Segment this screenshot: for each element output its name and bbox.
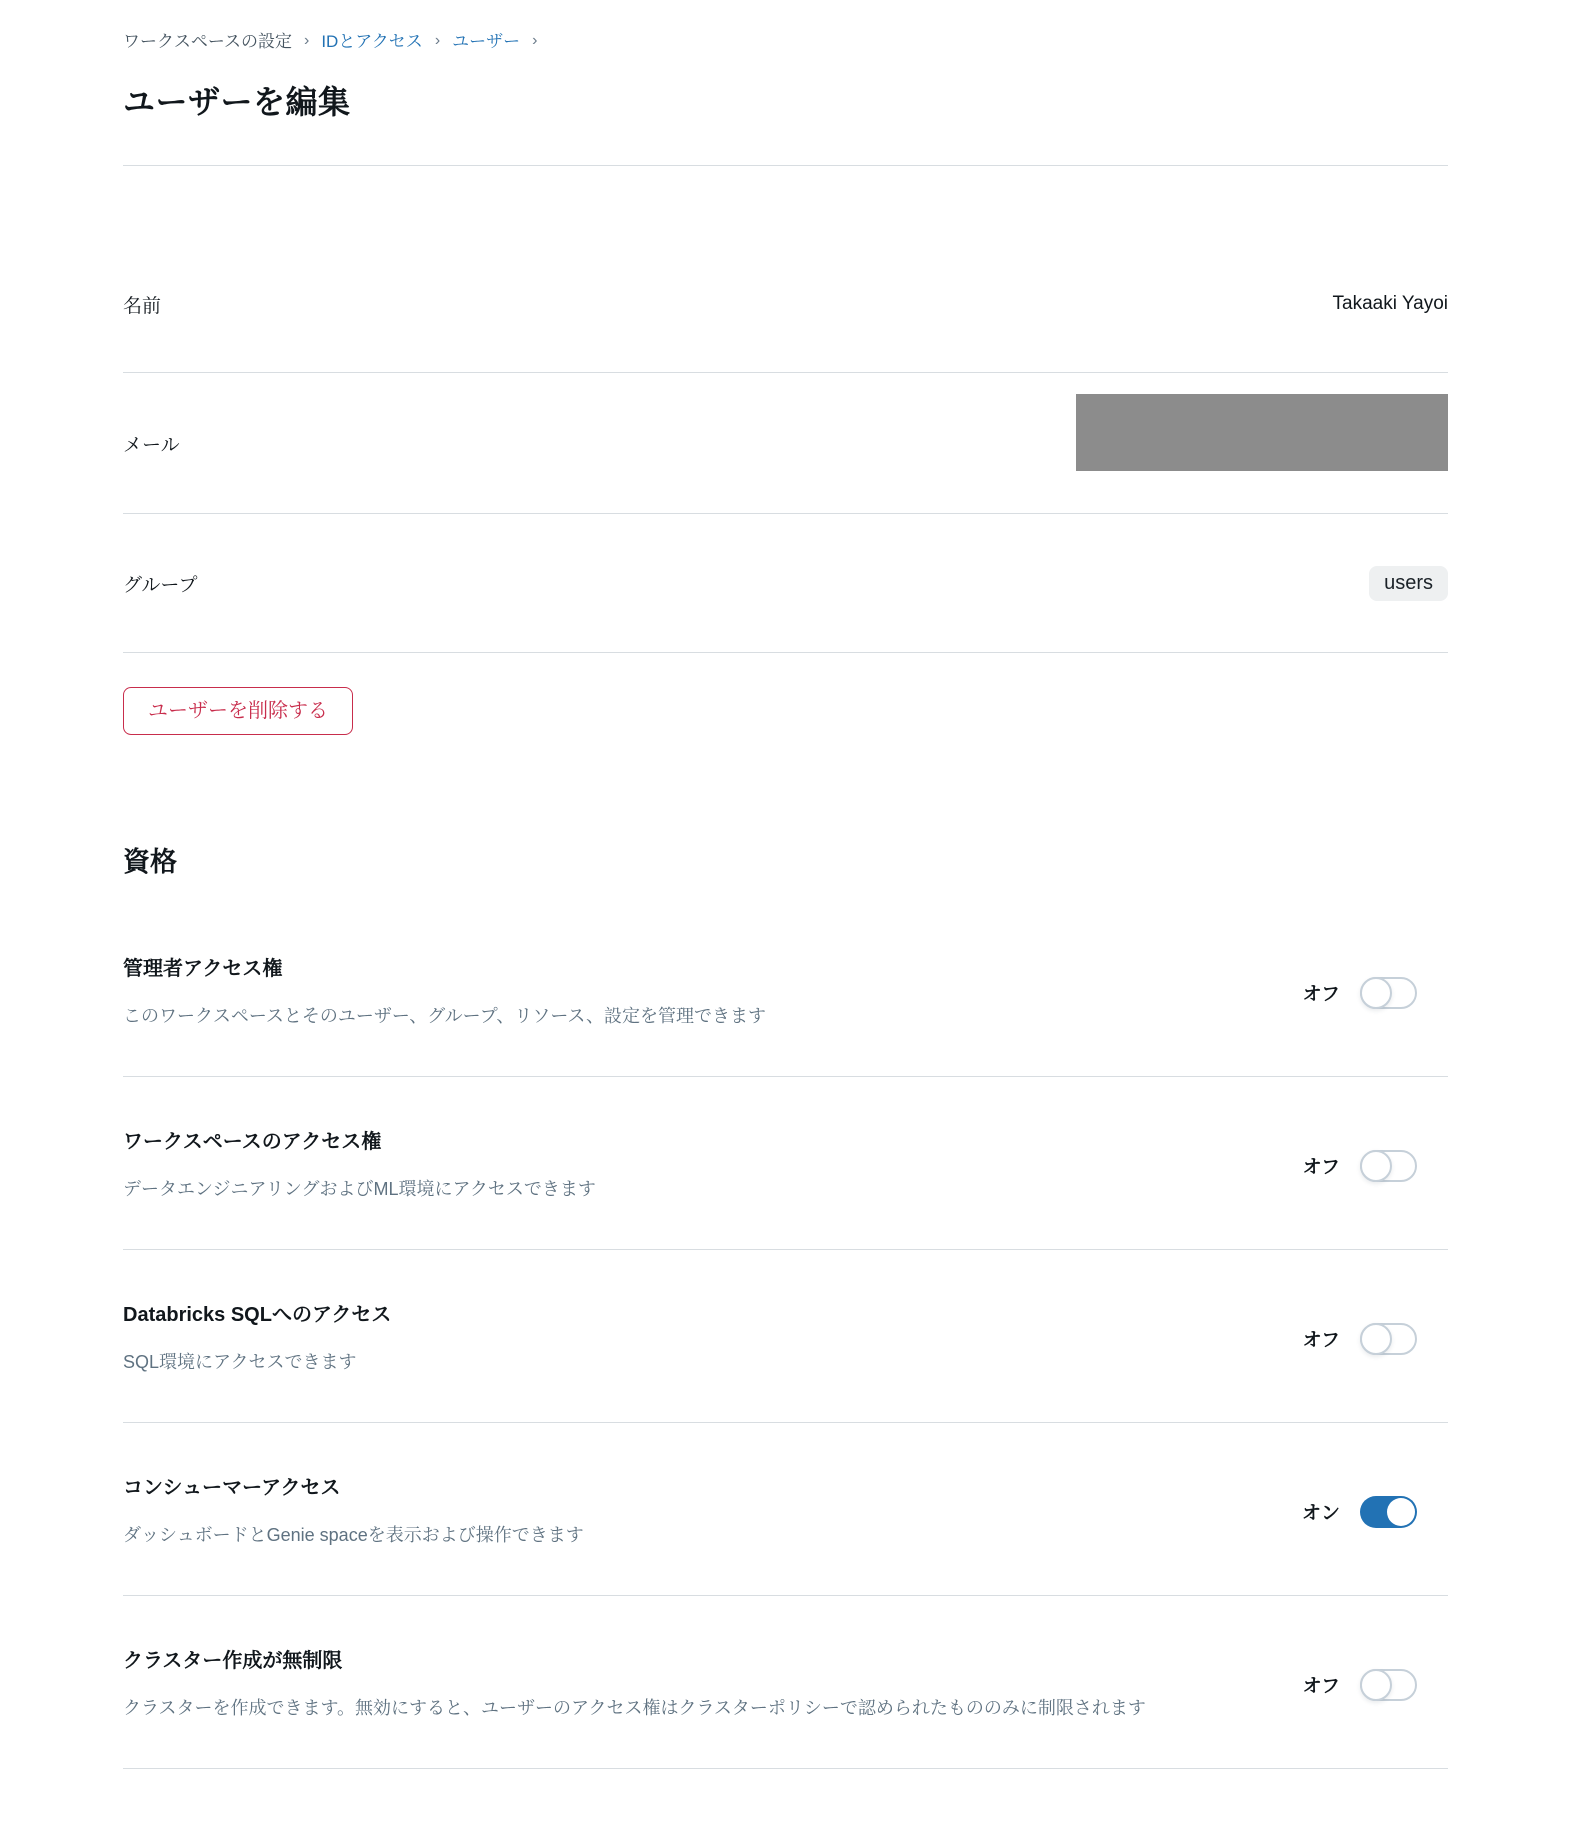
entitlement-description: ダッシュボードとGenie spaceを表示および操作できます xyxy=(123,1525,584,1546)
entitlement-toggle-group xyxy=(1302,1496,1417,1528)
entitlement-text xyxy=(123,1647,1186,1722)
entitlement-description: SQL環境にアクセスできます xyxy=(123,1352,357,1373)
name-field-value: Takaaki Yayoi xyxy=(1332,293,1448,314)
entitlement-title: Databricks SQLへのアクセス xyxy=(123,1304,392,1327)
unrestricted-cluster-creation-toggle[interactable] xyxy=(1360,1669,1417,1701)
chevron-right-icon: › xyxy=(532,32,538,49)
entitlement-toggle-group xyxy=(1303,1323,1417,1355)
entitlement-text xyxy=(123,1301,431,1376)
email-value-redacted xyxy=(1076,394,1448,471)
admin-access-toggle[interactable] xyxy=(1360,977,1417,1009)
entitlement-title: ワークスペースのアクセス権 xyxy=(123,1131,382,1154)
toggle-knob xyxy=(1387,1498,1415,1526)
toggle-state-label: オフ xyxy=(1302,1676,1340,1698)
entitlement-toggle-group xyxy=(1303,977,1417,1009)
entitlement-title: クラスター作成が無制限 xyxy=(123,1650,343,1673)
toggle-state-label: オフ xyxy=(1302,1330,1340,1352)
toggle-knob xyxy=(1360,1669,1392,1701)
chevron-right-icon: › xyxy=(303,32,310,49)
entitlement-description: このワークスペースとそのユーザー、グループ、リソース、設定を管理できます xyxy=(123,1006,766,1027)
divider xyxy=(123,165,1448,166)
entitlement-row-unrestricted-cluster-creation xyxy=(123,1596,1448,1769)
entitlement-row-databricks-sql-access xyxy=(123,1250,1448,1423)
entitlement-title: コンシューマーアクセス xyxy=(123,1477,341,1500)
entitlement-toggle-group xyxy=(1303,1669,1417,1701)
toggle-knob xyxy=(1360,1323,1392,1355)
page-container xyxy=(123,0,1448,1769)
entitlement-text xyxy=(123,1128,636,1203)
toggle-state-label: オフ xyxy=(1302,984,1340,1006)
databricks-sql-access-toggle[interactable] xyxy=(1360,1323,1417,1355)
entitlement-toggle-group xyxy=(1303,1150,1417,1182)
consumer-access-toggle[interactable] xyxy=(1360,1496,1417,1528)
entitlement-title: 管理者アクセス権 xyxy=(123,958,283,981)
delete-user-button[interactable]: ユーザーを削除する xyxy=(123,687,353,735)
group-badge: users xyxy=(1369,566,1448,601)
page-title: ユーザーを編集 xyxy=(123,84,351,120)
breadcrumb-item-users[interactable]: ユーザー xyxy=(452,32,521,51)
entitlement-text xyxy=(123,955,806,1030)
entitlement-text xyxy=(123,1474,624,1549)
email-field-row xyxy=(123,373,1448,514)
toggle-knob xyxy=(1360,1150,1392,1182)
entitlement-description: クラスターを作成できます。無効にすると、ユーザーのアクセス権はクラスターポリシーで認められたもののみに制限されます xyxy=(123,1698,1146,1719)
entitlements-list xyxy=(123,904,1448,1769)
workspace-access-toggle[interactable] xyxy=(1360,1150,1417,1182)
breadcrumb-item-id-and-access[interactable]: IDとアクセス xyxy=(321,32,423,51)
entitlement-row-admin-access xyxy=(123,904,1448,1077)
name-field-row xyxy=(123,236,1448,373)
breadcrumb-item-workspace-settings[interactable]: ワークスペースの設定 xyxy=(123,32,292,51)
toggle-knob xyxy=(1360,977,1392,1009)
user-fields xyxy=(123,236,1448,653)
chevron-right-icon: › xyxy=(434,32,441,49)
email-field-label: メール xyxy=(123,434,180,456)
entitlements-heading: 資格 xyxy=(123,847,177,877)
group-field-row xyxy=(123,514,1448,653)
breadcrumb xyxy=(123,0,1448,54)
entitlement-row-consumer-access xyxy=(123,1423,1448,1596)
name-field-label: 名前 xyxy=(123,295,162,317)
toggle-state-label: オン xyxy=(1301,1503,1340,1525)
entitlement-description: データエンジニアリングおよびML環境にアクセスできます xyxy=(123,1179,596,1200)
entitlement-row-workspace-access xyxy=(123,1077,1448,1250)
group-field-label: グループ xyxy=(123,574,198,596)
toggle-state-label: オフ xyxy=(1302,1157,1340,1179)
